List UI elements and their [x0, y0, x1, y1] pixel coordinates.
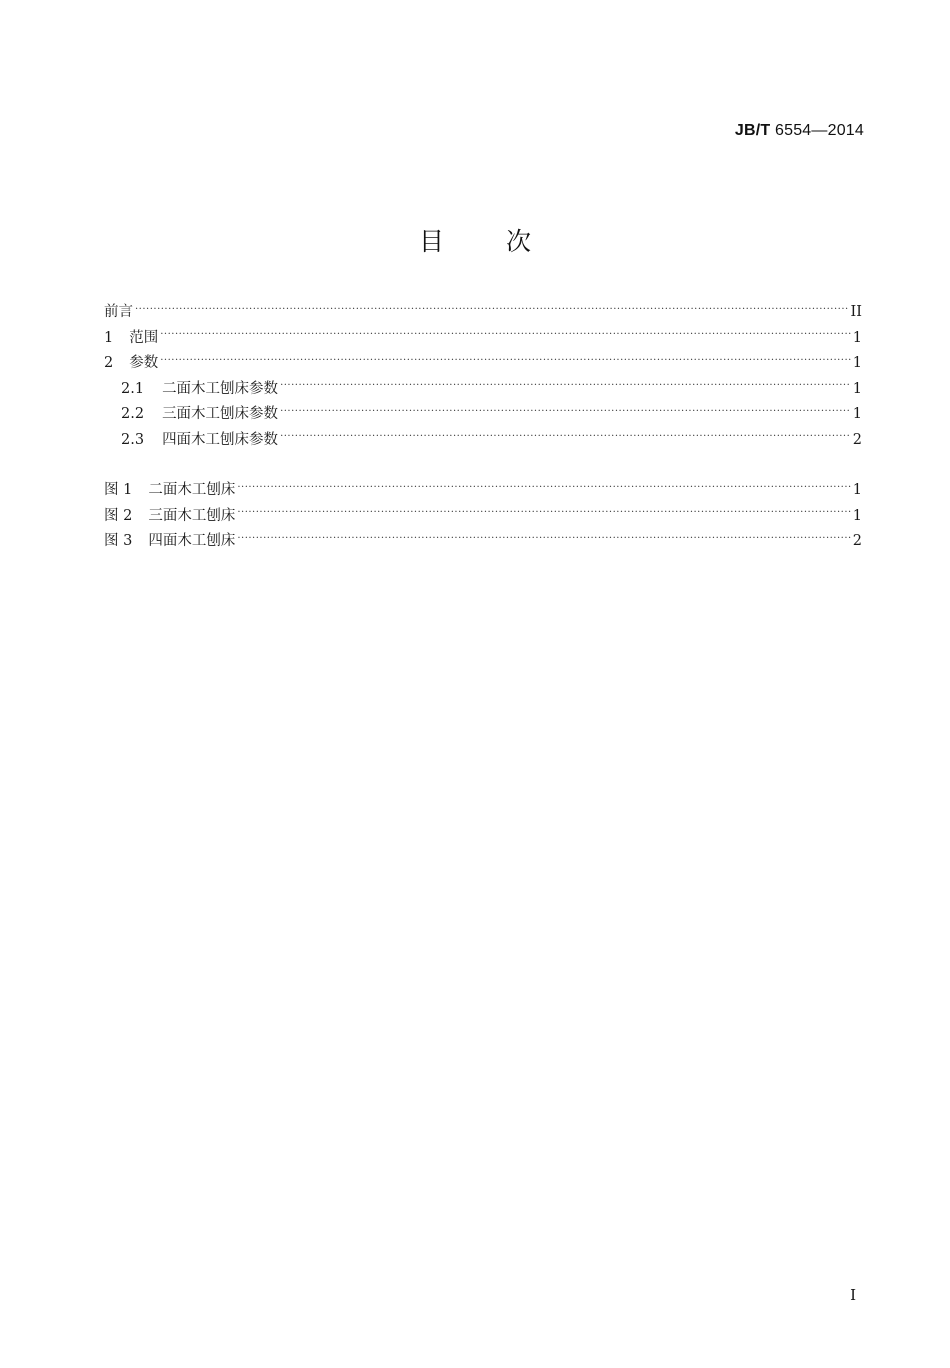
document-code-prefix: JB/T [734, 122, 771, 139]
toc-entry-number: 2.1 [121, 380, 145, 397]
figure-entry-label: 四面木工刨床 [148, 533, 236, 549]
figure-entry-label: 三面木工刨床 [148, 507, 236, 524]
toc-entry-2-3[interactable] [104, 428, 862, 454]
dot-leader [237, 505, 850, 520]
dot-leader [237, 480, 850, 495]
dot-leader [135, 302, 849, 317]
dot-leader [160, 353, 851, 368]
toc-entry-label: 三面木工刨床参数 [162, 406, 279, 422]
toc-entry-page: II [850, 304, 862, 320]
figure-entry-number: 图 2 [104, 507, 133, 524]
figure-entry-page: 1 [852, 507, 862, 524]
toc-entry-number: 2 [104, 355, 114, 371]
page-title: 目次 [418, 227, 593, 256]
toc-entry-foreword[interactable] [104, 300, 862, 326]
toc-entry-number: 2.3 [121, 431, 145, 448]
figure-entry-2[interactable] [104, 504, 862, 530]
dot-leader [280, 429, 851, 444]
figure-entry-label: 二面木工刨床 [148, 482, 236, 498]
toc-entry-page: 1 [852, 355, 862, 371]
figure-entry-3[interactable] [104, 529, 862, 555]
figure-entry-number: 图 1 [104, 482, 133, 498]
dot-leader [160, 327, 851, 342]
figure-entry-number: 图 3 [104, 533, 133, 549]
dot-leader [280, 404, 851, 419]
toc-entry-2-2[interactable] [104, 402, 862, 428]
document-code-number: 6554—2014 [770, 122, 864, 139]
dot-leader [237, 531, 850, 546]
toc-entry-2-1[interactable] [104, 377, 862, 403]
section-gap [104, 453, 862, 478]
toc-entry-scope[interactable] [104, 326, 862, 352]
page-number: I [850, 1286, 856, 1304]
toc-entry-number: 1 [104, 329, 114, 346]
dot-leader [280, 378, 851, 393]
figure-entry-1[interactable] [104, 478, 862, 504]
toc-entry-page: 1 [852, 406, 862, 422]
toc-entry-label: 二面木工刨床参数 [162, 380, 279, 397]
toc-entry-page: 1 [852, 380, 862, 397]
toc-entry-number: 2.2 [121, 406, 145, 422]
toc-entry-label: 范围 [129, 329, 159, 346]
toc-entry-label: 四面木工刨床参数 [162, 431, 279, 448]
table-of-contents [104, 300, 862, 555]
toc-entry-page: 1 [852, 329, 862, 346]
document-code [735, 122, 864, 140]
toc-entry-label: 前言 [104, 304, 133, 320]
toc-entry-page: 2 [852, 431, 862, 448]
figure-entry-page: 1 [852, 482, 862, 498]
toc-entry-parameters[interactable] [104, 351, 862, 377]
figure-entry-page: 2 [852, 533, 862, 549]
toc-entry-label: 参数 [129, 355, 159, 371]
